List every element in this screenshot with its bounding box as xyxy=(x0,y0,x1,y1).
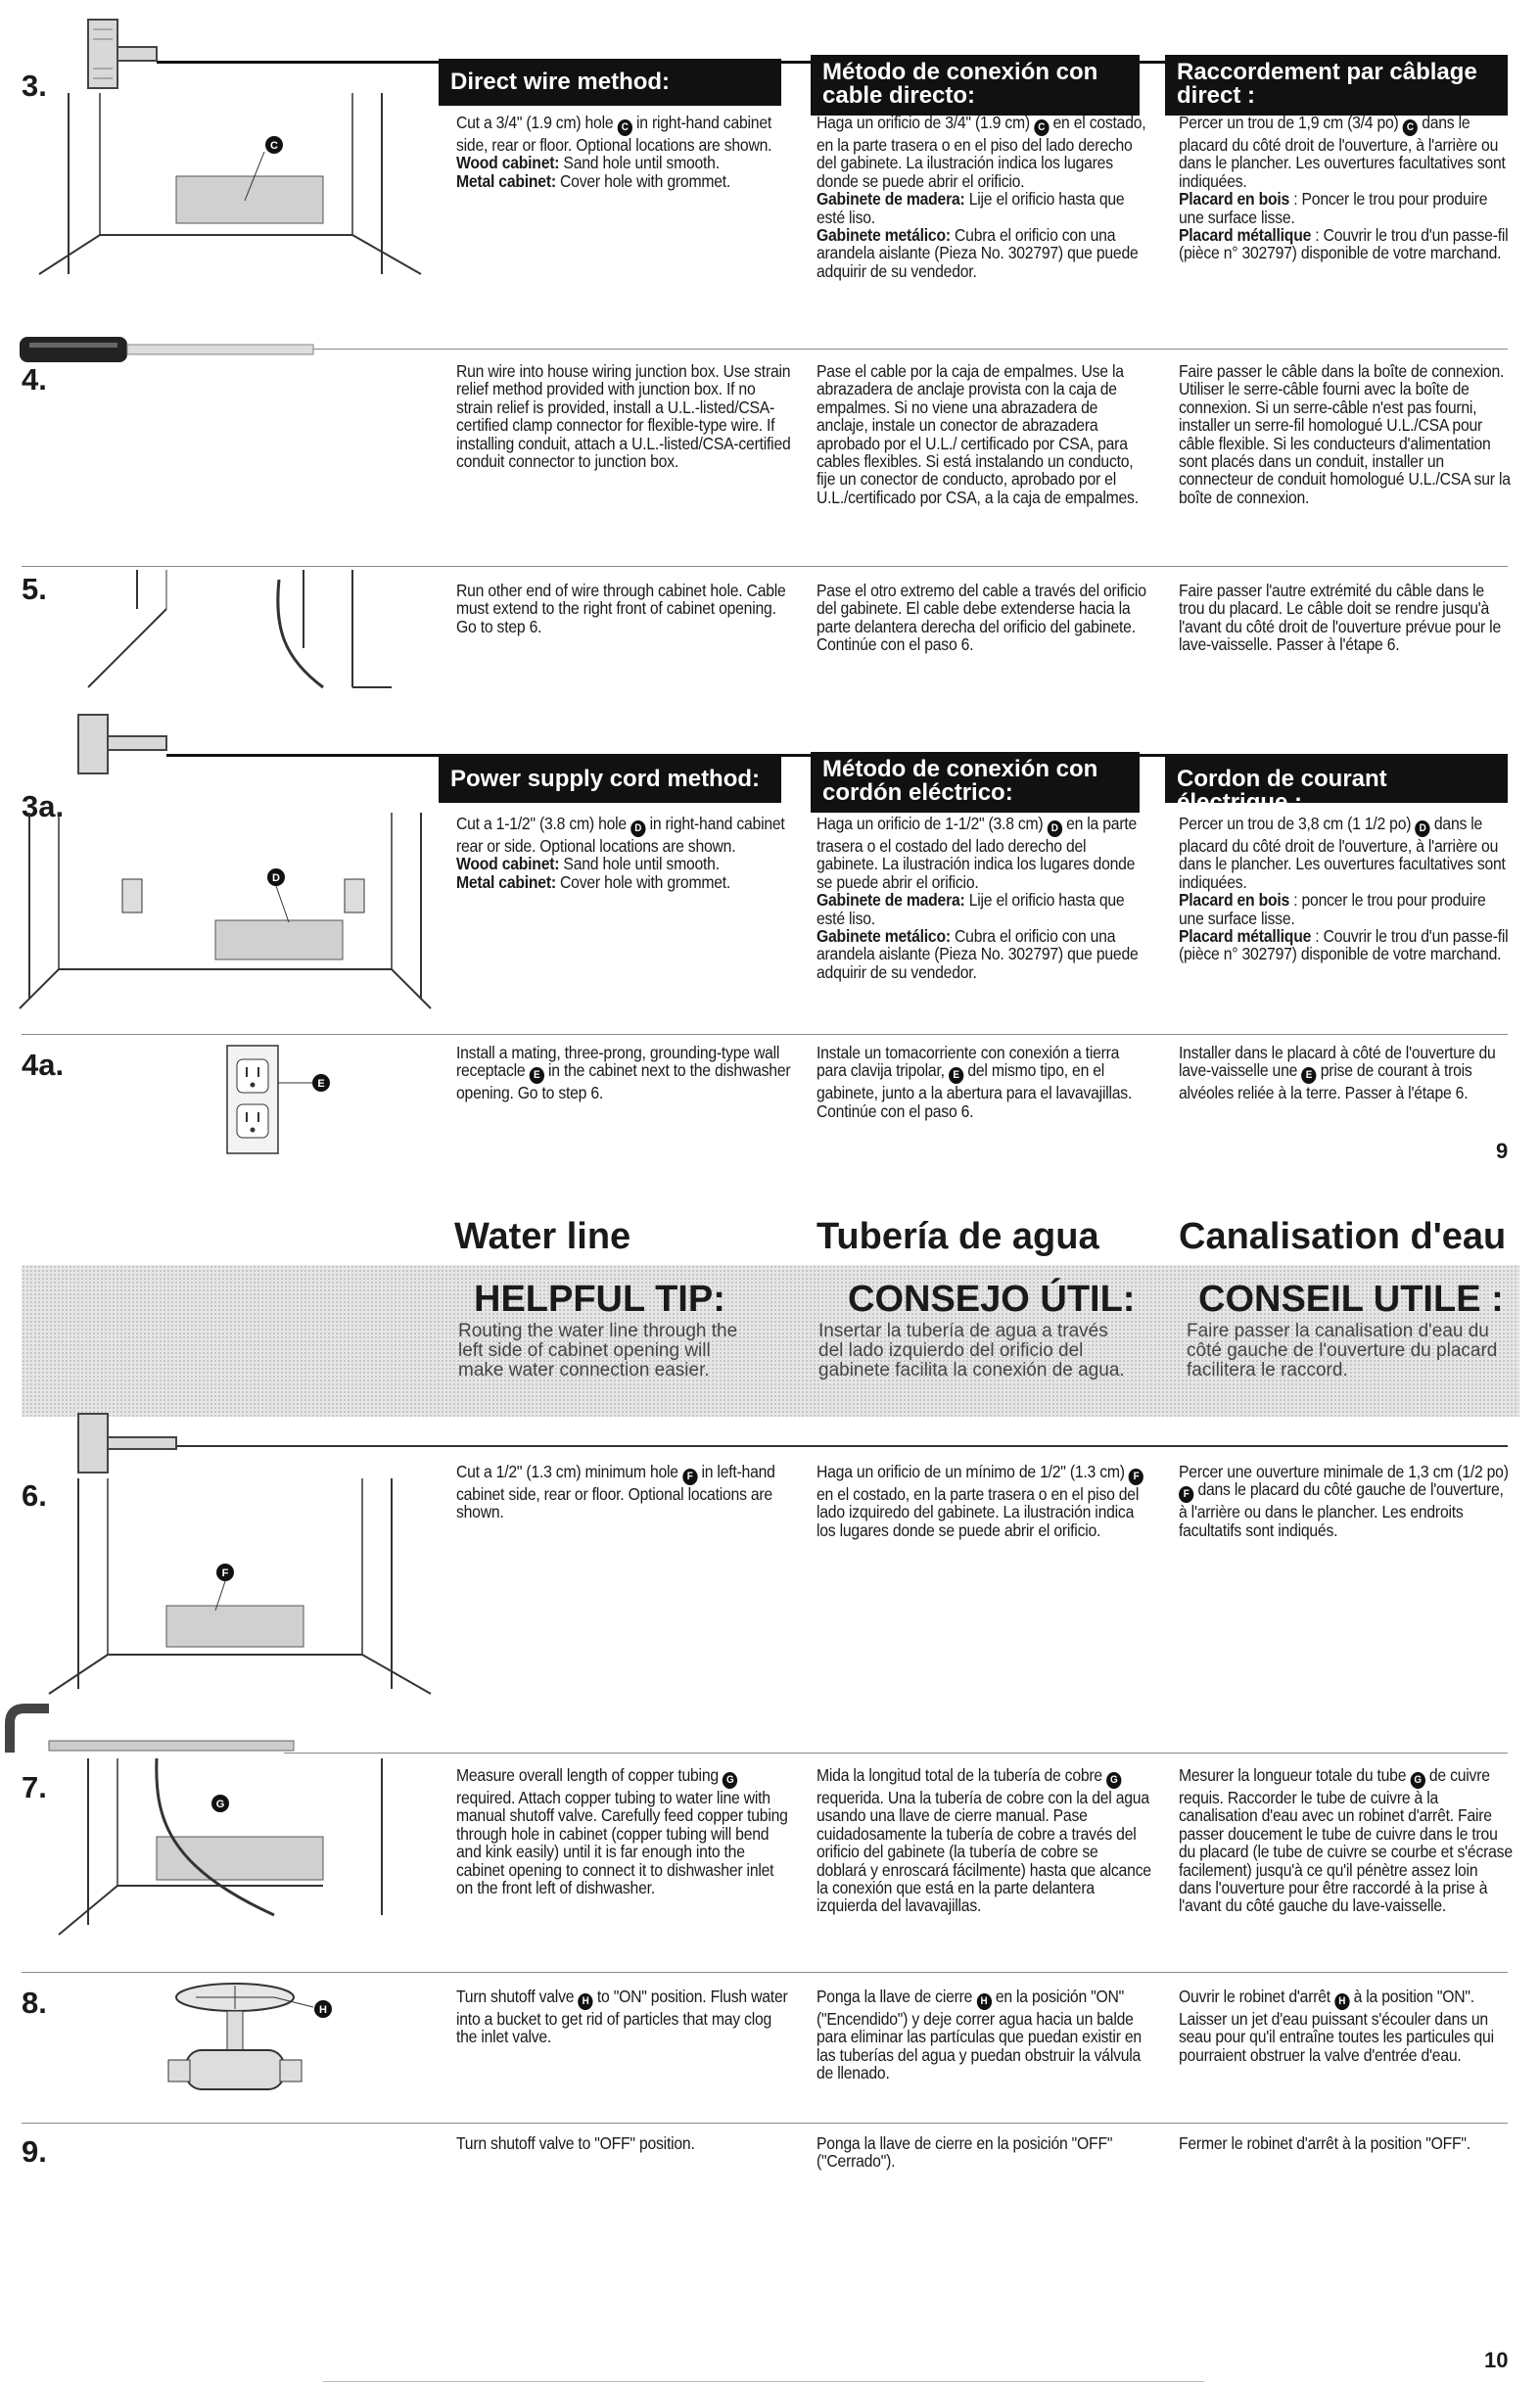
step9-text-fr: Fermer le robinet d'arrêt à la position "OFF". xyxy=(1179,2133,1470,2153)
cabinet-illustration-step7 xyxy=(59,1758,431,1944)
step-number-5: 5. xyxy=(22,572,47,606)
step7-text-es: Mida la longitud total de la tubería de cobre G requerida. Una la tubería de cobre con la del agua usando una llave de cierre manual. Pase cuidadosamente la tubería de cobre a través del orificio del gabinete (la tubería de cobre se doblará y enroscará fácilmente) hasta que alcance la conexión que está en la parte delantera izquierda del lavavajillas. xyxy=(817,1765,1151,1916)
step-number-6: 6. xyxy=(22,1478,47,1513)
page-number-9: 9 xyxy=(1496,1139,1509,1163)
cabinet-illustration-step3a xyxy=(20,813,431,1008)
divider xyxy=(22,566,1508,567)
tip-text-en: Routing the water line through the left side of cabinet opening will make water connection easier. xyxy=(458,1321,738,1380)
wall-receptacle-icon xyxy=(225,1044,343,1161)
step5-text-es: Pase el otro extremo del cable a través del orificio del gabinete. El cable debe extenderse hacia la parte delantera derecha del orificio del gabinete. Continúe con el paso 6. xyxy=(817,581,1146,655)
step-number-9: 9. xyxy=(22,2134,47,2169)
header-direct-wire-en: Direct wire method: xyxy=(439,59,781,106)
cabinet-illustration-step3 xyxy=(39,88,431,284)
step4a-text-en: Install a mating, three-prong, grounding-type wall receptacle E in the cabinet next to the dishwasher opening. Go to step 6. xyxy=(456,1043,791,1103)
section-rule xyxy=(284,1753,1508,1754)
step3a-text-fr: Percer un trou de 3,8 cm (1 1/2 po) D dans le placard du côté droit de l'ouverture, à l'arrière ou dans le plancher. Les ouvertures facultatives sont indiquées. Placard en bois : poncer le trou pour produire une surface lisse. Placard métallique : Couvrir le trou d'un passe-fil (pièce n° 302797) disponible de votre marchand. xyxy=(1179,814,1509,964)
label-c-badge: C xyxy=(618,119,632,136)
step9-text-es: Ponga la llave de cierre en la posición "OFF" ("Cerrado"). xyxy=(817,2133,1113,2172)
cabinet-illustration-step6 xyxy=(39,1478,431,1704)
header-power-cord-fr: Cordon de courant électrique : xyxy=(1165,756,1508,803)
svg-text:E: E xyxy=(317,1078,325,1090)
step5-text-en: Run other end of wire through cabinet hole. Cable must extend to the right front of cabinet opening. Go to step 6. xyxy=(456,581,786,636)
step-number-4: 4. xyxy=(22,362,47,397)
section-title-fr: Canalisation d'eau xyxy=(1179,1216,1507,1257)
step-number-3a: 3a. xyxy=(22,789,65,823)
divider xyxy=(22,1972,1508,1973)
section-title-es: Tubería de agua xyxy=(817,1216,1099,1257)
svg-text:G: G xyxy=(215,1799,225,1810)
header-direct-wire-es: Método de conexión con cable directo: xyxy=(811,55,1140,116)
step5-text-fr: Faire passer l'autre extrémité du câble dans le trou du placard. Le câble doit se rendre jusqu'à l'avant du côté droit de l'ouverture prévue pour le lave-vaisselle. Passer à l'étape 6. xyxy=(1179,581,1502,655)
step4-text-fr: Faire passer le câble dans la boîte de connexion. Utiliser le serre-câble fourni avec la boîte de connexion. Si un serre-câble n'est pas fourni, installer un serre-fil homologué U.L./CSA pour câble flexible. Si les conducteurs d'alimentation sont placés dans un conduit, installer un connecteur de conduit homologué U.L./CSA sur la boîte de connexion. xyxy=(1179,361,1511,507)
tip-text-fr: Faire passer la canalisation d'eau du côté gauche de l'ouverture du placard facilitera le raccord. xyxy=(1187,1321,1498,1380)
step4-text-en: Run wire into house wiring junction box. Use strain relief method provided with junction box. If no strain relief is provided, install a U.L.-listed/CSA-certified clamp connector for flexible-type wire. If installing conduit, attach a U.L.-listed/CSA-certified conduit connector to junction box. xyxy=(456,361,791,472)
svg-text:D: D xyxy=(272,872,280,884)
cabinet-illustration-step5 xyxy=(78,570,392,697)
page-number-10: 10 xyxy=(1484,2348,1509,2372)
step9-text-en: Turn shutoff valve to "OFF" position. xyxy=(456,2133,695,2153)
step3a-text-en: Cut a 1-1/2" (3.8 cm) hole D in right-hand cabinet rear or side. Optional locations are shown. Wood cabinet: Sand hole until smooth. Metal cabinet: Cover hole with grommet. xyxy=(456,814,785,892)
step3-text-fr: Percer un trou de 1,9 cm (3/4 po) C dans le placard du côté droit de l'ouverture, à l'arrière ou dans le plancher. Les ouvertures facultatives sont indiquées. Placard en bois : Poncer le trou pour produire une surface lisse. Placard métallique : Couvrir le trou d'un passe-fil (pièce n° 302797) disponible de votre marchand. xyxy=(1179,113,1509,263)
shutoff-valve-icon xyxy=(166,1978,362,2125)
tip-title-fr: CONSEIL UTILE : xyxy=(1198,1279,1504,1320)
svg-text:F: F xyxy=(221,1567,229,1579)
tip-title-es: CONSEJO ÚTIL: xyxy=(848,1279,1136,1320)
step8-text-en: Turn shutoff valve H to "ON" position. Flush water into a bucket to get rid of particles that may clog the inlet valve. xyxy=(456,1987,788,2047)
step-number-3: 3. xyxy=(22,69,47,103)
step7-text-fr: Mesurer la longueur totale du tube G de cuivre requis. Raccorder le tube de cuivre à la canalisation d'eau avec un robinet d'arrêt. Faire passer doucement le tube de cuivre dans le trou du placard (le tube de cuivre se courbe et s'écrase facilement) jusqu'à ce qu'il pénètre assez loin dans l'ouverture pour être raccordé à la prise à l'avant du côté gauche du lave-vaisselle. xyxy=(1179,1765,1513,1916)
step4a-text-fr: Installer dans le placard à côté de l'ouverture du lave-vaisselle une E prise de courant à trois alvéoles reliée à la terre. Passer à l'étape 6. xyxy=(1179,1043,1496,1103)
section-rule xyxy=(176,1445,1508,1447)
svg-text:H: H xyxy=(319,2004,327,2016)
step7-text-en: Measure overall length of copper tubing G required. Attach copper tubing to water line with manual shutoff valve. Carefully feed copper tubing through hole in cabinet (copper tubing will bend and kink easily) until it is far enough into the cabinet opening to connect it to dishwasher inlet on the front left of dishwasher. xyxy=(456,1765,788,1898)
step4-text-es: Pase el cable por la caja de empalmes. Use la abrazadera de anclaje provista con la caja de empalmes. Si no viene una abrazadera de anclaje, instale un conector de abrazadera aprobado por el U.L./ certificado por CSA, para cables flexibles. Si está instalando un conducto, fije un conector de conducto, aprobado por el U.L./certificado por CSA, a la caja de empalmes. xyxy=(817,361,1139,507)
step3-text-en: Cut a 3/4" (1.9 cm) hole C in right-hand cabinet side, rear or floor. Optional locations are shown. Wood cabinet: Sand hole until smooth. Metal cabinet: Cover hole with grommet. xyxy=(456,113,772,191)
step8-text-fr: Ouvrir le robinet d'arrêt H à la position "ON". Laisser un jet d'eau puissant s'écouler dans un seau pour qu'il entraîne toutes les particules qui pourraient obstruer la valve d'entrée d'eau. xyxy=(1179,1987,1494,2065)
step6-text-es: Haga un orificio de un mínimo de 1/2" (1.3 cm) F en el costado, en la parte trasera o en el piso del lado izquiredo del gabinete. La ilustración indica los lugares donde se puede abrir el orificio. xyxy=(817,1463,1151,1539)
divider xyxy=(22,1034,1508,1035)
copper-tubing-icon xyxy=(0,1704,294,1762)
svg-text:C: C xyxy=(270,140,278,152)
tip-text-es: Insertar la tubería de agua a través del lado izquierdo del orificio del gabinete facilita la conexión de agua. xyxy=(818,1321,1125,1380)
footer-rule xyxy=(323,2381,1204,2382)
step6-text-en: Cut a 1/2" (1.3 cm) minimum hole F in left-hand cabinet side, rear or floor. Optional locations are shown. xyxy=(456,1462,775,1522)
step6-text-fr: Percer une ouverture minimale de 1,3 cm (1/2 po) F dans le placard du côté gauche de l'ouverture, à l'arrière ou dans le plancher. Les endroits facultatifs sont indiqués. xyxy=(1179,1462,1509,1540)
step-number-4a: 4a. xyxy=(22,1048,65,1082)
step-number-7: 7. xyxy=(22,1770,47,1804)
tip-title-en: HELPFUL TIP: xyxy=(474,1279,725,1320)
section-title-en: Water line xyxy=(454,1216,631,1257)
divider xyxy=(22,2123,1508,2124)
header-power-cord-en: Power supply cord method: xyxy=(439,756,781,803)
step-number-8: 8. xyxy=(22,1986,47,2020)
drill-icon xyxy=(49,20,157,98)
step3a-text-es: Haga un orificio de 1-1/2" (3.8 cm) D en la parte trasera o el costado del lado derecho del gabinete. La ilustración indica los lugares donde se puede abrir el orificio. Gabinete de madera: Lije el orificio hasta que esté liso. Gabinete metálico: Cubra el orificio con una arandela aislante (Pieza No. 302797) que puede adquirir de su vendedor. xyxy=(817,814,1139,982)
header-direct-wire-fr: Raccordement par câblage direct : xyxy=(1165,55,1508,116)
drill-icon xyxy=(39,715,166,793)
step4a-text-es: Instale un tomacorriente con conexión a tierra para clavija tripolar, E del mismo tipo, en el gabinete, junto a la abertura para el lavavajillas. Continúe con el paso 6. xyxy=(817,1043,1133,1121)
divider xyxy=(313,349,1508,350)
screwdriver-icon xyxy=(20,331,313,370)
header-power-cord-es: Método de conexión con cordón eléctrico: xyxy=(811,752,1140,813)
step3-text-es: Haga un orificio de 3/4" (1.9 cm) C en el costado, en la parte trasera o en el piso del lado derecho del gabinete. La ilustración indica los lugares donde se puede abrir el orificio. Gabinete de madera: Lije el orificio hasta que esté liso. Gabinete metálico: Cubra el orificio con una arandela aislante (Pieza No. 302797) que puede adquirir de su vendedor. xyxy=(817,113,1146,281)
step8-text-es: Ponga la llave de cierre H en la posición "ON" ("Encendido") y deje correr agua hacia un balde para eliminar las partículas que puedan existir en las tuberías del agua y puedan obstruir la válvula de llenado. xyxy=(817,1987,1142,2083)
